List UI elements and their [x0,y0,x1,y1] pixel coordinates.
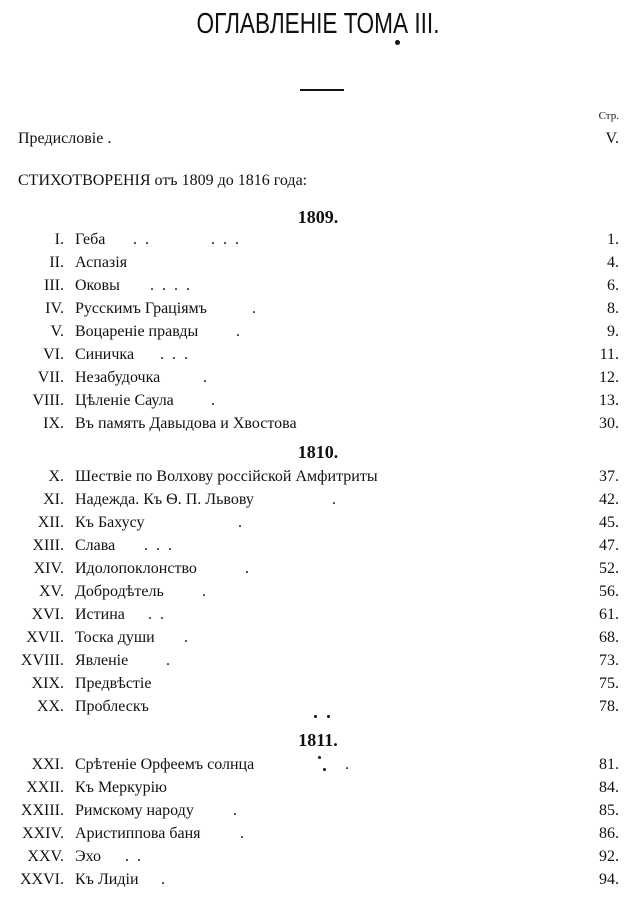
entry-page: 6. [607,277,619,294]
ink-dot [323,768,326,771]
preface-leader: . [107,130,112,147]
entry-page: 81. [599,756,619,773]
entry-leader: . . . . . [133,231,241,248]
toc-entry[interactable] [0,488,636,511]
toc-entry[interactable] [0,366,636,389]
entry-number: XII. [37,514,64,531]
entry-page: 75. [599,675,619,692]
entry-title: Къ Меркурію [75,779,168,796]
toc-entry[interactable] [0,534,636,557]
year-heading-1809: 1809. [297,207,339,227]
entry-page: 84. [599,779,619,796]
ink-dot [314,715,317,718]
entry-leader: . . . [144,537,174,554]
entry-page: 42. [599,491,619,508]
entry-number: XVIII. [20,652,64,669]
entry-page: 86. [599,825,619,842]
entry-page: 94. [599,871,619,888]
entry-title: Геба [75,231,106,248]
entry-title: Предвѣстіе [75,675,152,692]
page-column-label: Стр. [598,110,619,122]
entry-title: Русскимъ Граціямъ [75,300,207,317]
title-ink-dot [395,40,400,45]
entry-number: XXI. [31,756,64,773]
preface-entry[interactable] [18,128,111,150]
entry-page: 68. [599,629,619,646]
entry-page: 73. [599,652,619,669]
entry-title: Эхо [75,848,101,865]
entry-leader: . [245,560,251,577]
toc-entry[interactable] [0,822,636,845]
toc-entry[interactable] [0,320,636,343]
entry-page: 45. [599,514,619,531]
entry-title: Синичка [75,346,135,363]
toc-entry[interactable] [0,343,636,366]
entry-number: I. [54,231,64,248]
entry-title: Истина [75,606,125,623]
toc-entry[interactable] [0,580,636,603]
entry-page: 13. [599,392,619,409]
entry-leader: . [166,652,172,669]
entry-title: Добродѣтель [75,583,164,600]
entry-number: XX. [36,698,64,715]
title-divider [300,89,344,91]
entry-leader: . [202,583,208,600]
entry-title: Оковы [75,277,120,294]
entry-number: XXIII. [20,802,64,819]
toc-entry[interactable] [0,868,636,891]
entry-title: Надежда. Къ Ѳ. П. Львову [75,491,254,508]
entry-title: Проблескъ [75,698,149,715]
entry-page: 30. [599,415,619,432]
entry-page: 4. [607,254,619,271]
entry-number: XVII. [26,629,64,646]
entry-page: 9. [607,323,619,340]
toc-entry[interactable] [0,297,636,320]
entry-leader: . [196,514,244,531]
toc-entry[interactable] [0,274,636,297]
toc-entry[interactable] [0,845,636,868]
year-heading-1811: 1811. [298,730,338,750]
toc-entry[interactable] [0,511,636,534]
entry-number: XIII. [32,537,64,554]
entry-title: Аспазія [75,254,128,271]
toc-entry[interactable] [0,672,636,695]
toc-entry[interactable] [0,557,636,580]
toc-entry[interactable] [0,626,636,649]
entry-number: VI. [43,346,64,363]
entry-number: XI. [43,491,64,508]
entry-leader: . [236,323,242,340]
toc-entry[interactable] [0,776,636,799]
entry-title: Римскому народу [75,802,194,819]
entry-leader: . [184,629,190,646]
toc-entry[interactable] [0,228,636,251]
entry-page: 78. [599,698,619,715]
entry-number: VIII. [32,392,64,409]
preface-label: Предисловіе [18,130,104,147]
toc-entry[interactable] [0,649,636,672]
entry-number: X. [48,468,64,485]
entry-page: 61. [599,606,619,623]
entry-page: 8. [607,300,619,317]
entry-page: 47. [599,537,619,554]
entry-page: 12. [599,369,619,386]
entry-number: XIX. [31,675,64,692]
entry-leader: . [211,392,217,409]
entry-leader: . [332,491,338,508]
entry-leader: . [345,756,351,773]
entry-page: 56. [599,583,619,600]
ink-dot [327,715,330,718]
entry-title: Срѣтеніе Орфеемъ солнца [75,756,255,773]
entry-page: 92. [599,848,619,865]
entry-title: Слава [75,537,116,554]
entry-leader: . [240,825,246,842]
entry-number: IX. [43,415,64,432]
entry-title: Въ память Давыдова и Хвостова [75,415,297,432]
entry-number: III. [44,277,64,294]
entry-number: XXIV. [22,825,64,842]
entry-title: Незабудочка [75,369,161,386]
entry-title: Воцареніе правды [75,323,199,340]
toc-entry[interactable] [0,465,636,488]
ink-dot [318,756,321,759]
entry-title: Цѣленіе Саула [75,392,174,409]
entry-number: XIV. [33,560,64,577]
section-heading: СТИХОТВОРЕНІЯ отъ 1809 до 1816 года: [18,172,308,189]
entry-number: II. [49,254,64,271]
entry-number: XXII. [26,779,64,796]
entry-leader: . . [148,606,166,623]
entry-leader: . . . [160,346,190,363]
entry-page: 37. [599,468,619,485]
entry-leader: . . [125,848,143,865]
entry-title: Шествіе по Волхову россійской Амфитриты [75,468,378,485]
entry-number: XXV. [27,848,64,865]
toc-entry[interactable] [0,412,636,435]
toc-entry[interactable] [0,603,636,626]
entry-page: 52. [599,560,619,577]
toc-entry[interactable] [0,695,636,718]
entry-title: Къ Лидіи [75,871,139,888]
page-title: ОГЛАВЛЕНІЕ ТОМА III. [196,8,440,40]
entry-leader: . [233,802,239,819]
entry-page: 1. [607,231,619,248]
entry-title: Идолопоклонство [75,560,197,577]
entry-number: XVI. [31,606,64,623]
entry-title: Къ Бахусу [75,514,145,531]
entry-page: 85. [599,802,619,819]
entry-title: Явленіе [75,652,129,669]
entry-number: IV. [45,300,64,317]
toc-entry[interactable] [0,389,636,412]
entry-page: 11. [599,346,619,363]
entry-number: XV. [38,583,64,600]
entry-leader: . [161,871,167,888]
entry-number: VII. [37,369,64,386]
toc-entry[interactable] [0,251,636,274]
entry-number: XXVI. [20,871,64,888]
entry-title: Тоска души [75,629,155,646]
entry-leader: . [203,369,209,386]
entry-title: Аристиппова баня [75,825,201,842]
entry-leader: . . . . [150,277,192,294]
toc-entry[interactable] [0,799,636,822]
year-heading-1810: 1810. [297,442,339,462]
entry-number: V. [50,323,64,340]
entry-leader: . [252,300,258,317]
preface-page: V. [605,130,619,147]
